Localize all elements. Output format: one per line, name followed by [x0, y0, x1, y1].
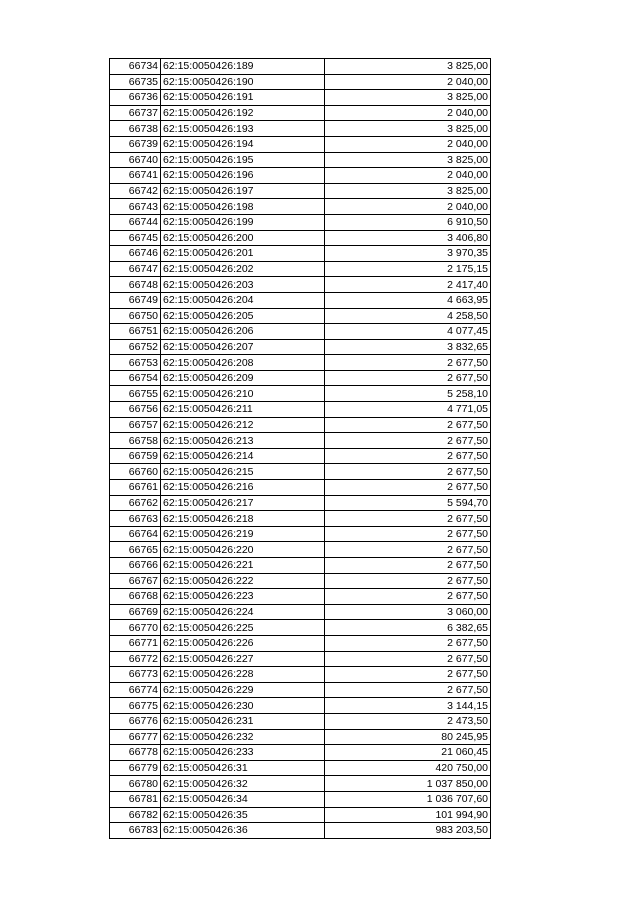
- row-number-cell: 66751: [110, 324, 161, 340]
- table-row: [110, 105, 491, 121]
- row-number-cell: 66746: [110, 246, 161, 262]
- table-row: [110, 651, 491, 667]
- cadastral-number-cell: 62:15:0050426:197: [161, 183, 325, 199]
- value-cell: 3 832,65: [325, 339, 491, 355]
- value-cell: 2 677,50: [325, 589, 491, 605]
- value-cell: 2 417,40: [325, 277, 491, 293]
- table-row: [110, 589, 491, 605]
- cadastral-number-cell: 62:15:0050426:213: [161, 433, 325, 449]
- row-number-cell: 66770: [110, 620, 161, 636]
- row-number-cell: 66778: [110, 745, 161, 761]
- value-cell: 4 077,45: [325, 324, 491, 340]
- value-cell: 3 825,00: [325, 59, 491, 75]
- table-row: [110, 573, 491, 589]
- table-row: [110, 558, 491, 574]
- cadastral-number-cell: 62:15:0050426:189: [161, 59, 325, 75]
- value-cell: 2 473,50: [325, 713, 491, 729]
- value-cell: 101 994,90: [325, 807, 491, 823]
- row-number-cell: 66782: [110, 807, 161, 823]
- table-row: [110, 370, 491, 386]
- row-number-cell: 66762: [110, 495, 161, 511]
- table-row: [110, 402, 491, 418]
- cadastral-number-cell: 62:15:0050426:203: [161, 277, 325, 293]
- row-number-cell: 66747: [110, 261, 161, 277]
- row-number-cell: 66758: [110, 433, 161, 449]
- value-cell: 2 677,50: [325, 542, 491, 558]
- cadastral-number-cell: 62:15:0050426:195: [161, 152, 325, 168]
- cadastral-number-cell: 62:15:0050426:190: [161, 74, 325, 90]
- table-row: [110, 495, 491, 511]
- value-cell: 3 825,00: [325, 121, 491, 137]
- value-cell: 1 037 850,00: [325, 776, 491, 792]
- value-cell: 2 677,50: [325, 682, 491, 698]
- row-number-cell: 66776: [110, 713, 161, 729]
- row-number-cell: 66736: [110, 90, 161, 106]
- cadastral-number-cell: 62:15:0050426:222: [161, 573, 325, 589]
- table-row: [110, 542, 491, 558]
- cadastral-number-cell: 62:15:0050426:219: [161, 526, 325, 542]
- row-number-cell: 66743: [110, 199, 161, 215]
- table-row: [110, 823, 491, 839]
- value-cell: 2 040,00: [325, 105, 491, 121]
- row-number-cell: 66777: [110, 729, 161, 745]
- row-number-cell: 66740: [110, 152, 161, 168]
- table-row: [110, 526, 491, 542]
- cadastral-number-cell: 62:15:0050426:199: [161, 214, 325, 230]
- table-row: [110, 682, 491, 698]
- table-row: [110, 183, 491, 199]
- row-number-cell: 66774: [110, 682, 161, 698]
- value-cell: 1 036 707,60: [325, 791, 491, 807]
- cadastral-number-cell: 62:15:0050426:224: [161, 604, 325, 620]
- row-number-cell: 66779: [110, 760, 161, 776]
- cadastral-number-cell: 62:15:0050426:230: [161, 698, 325, 714]
- row-number-cell: 66741: [110, 168, 161, 184]
- table-row: [110, 745, 491, 761]
- value-cell: 3 825,00: [325, 152, 491, 168]
- cadastral-number-cell: 62:15:0050426:231: [161, 713, 325, 729]
- row-number-cell: 66781: [110, 791, 161, 807]
- value-cell: 2 175,15: [325, 261, 491, 277]
- row-number-cell: 66771: [110, 635, 161, 651]
- value-cell: 2 677,50: [325, 558, 491, 574]
- row-number-cell: 66780: [110, 776, 161, 792]
- value-cell: 2 677,50: [325, 464, 491, 480]
- cadastral-number-cell: 62:15:0050426:192: [161, 105, 325, 121]
- cadastral-number-cell: 62:15:0050426:207: [161, 339, 325, 355]
- table-row: [110, 230, 491, 246]
- row-number-cell: 66749: [110, 292, 161, 308]
- value-cell: 2 677,50: [325, 511, 491, 527]
- value-cell: 6 382,65: [325, 620, 491, 636]
- row-number-cell: 66760: [110, 464, 161, 480]
- table-row: [110, 168, 491, 184]
- cadastral-number-cell: 62:15:0050426:218: [161, 511, 325, 527]
- table-row: [110, 433, 491, 449]
- value-cell: 2 677,50: [325, 526, 491, 542]
- value-cell: 2 677,50: [325, 355, 491, 371]
- cadastral-number-cell: 62:15:0050426:226: [161, 635, 325, 651]
- cadastral-number-cell: 62:15:0050426:215: [161, 464, 325, 480]
- value-cell: 2 677,50: [325, 370, 491, 386]
- row-number-cell: 66769: [110, 604, 161, 620]
- cadastral-number-cell: 62:15:0050426:193: [161, 121, 325, 137]
- cadastral-number-cell: 62:15:0050426:35: [161, 807, 325, 823]
- row-number-cell: 66756: [110, 402, 161, 418]
- value-cell: 5 594,70: [325, 495, 491, 511]
- table-row: [110, 713, 491, 729]
- row-number-cell: 66744: [110, 214, 161, 230]
- row-number-cell: 66739: [110, 136, 161, 152]
- table-row: [110, 480, 491, 496]
- cadastral-number-cell: 62:15:0050426:202: [161, 261, 325, 277]
- row-number-cell: 66745: [110, 230, 161, 246]
- cadastral-number-cell: 62:15:0050426:221: [161, 558, 325, 574]
- cadastral-number-cell: 62:15:0050426:196: [161, 168, 325, 184]
- row-number-cell: 66765: [110, 542, 161, 558]
- table-row: [110, 417, 491, 433]
- table-row: [110, 292, 491, 308]
- table-row: [110, 791, 491, 807]
- table-row: [110, 635, 491, 651]
- value-cell: 6 910,50: [325, 214, 491, 230]
- cadastral-number-cell: 62:15:0050426:217: [161, 495, 325, 511]
- table-row: [110, 448, 491, 464]
- cadastral-number-cell: 62:15:0050426:212: [161, 417, 325, 433]
- table-row: [110, 308, 491, 324]
- cadastral-number-cell: 62:15:0050426:208: [161, 355, 325, 371]
- table-row: [110, 386, 491, 402]
- row-number-cell: 66775: [110, 698, 161, 714]
- table-row: [110, 246, 491, 262]
- table-row: [110, 511, 491, 527]
- value-cell: 2 040,00: [325, 136, 491, 152]
- table-row: [110, 729, 491, 745]
- cadastral-number-cell: 62:15:0050426:216: [161, 480, 325, 496]
- value-cell: 2 677,50: [325, 448, 491, 464]
- cadastral-number-cell: 62:15:0050426:223: [161, 589, 325, 605]
- table-row: [110, 261, 491, 277]
- cadastral-number-cell: 62:15:0050426:34: [161, 791, 325, 807]
- table-row: [110, 464, 491, 480]
- value-cell: 3 825,00: [325, 183, 491, 199]
- row-number-cell: 66755: [110, 386, 161, 402]
- table-row: [110, 277, 491, 293]
- table-row: [110, 355, 491, 371]
- row-number-cell: 66763: [110, 511, 161, 527]
- data-table: [109, 58, 491, 839]
- row-number-cell: 66737: [110, 105, 161, 121]
- value-cell: 2 677,50: [325, 635, 491, 651]
- table-row: [110, 776, 491, 792]
- table-row: [110, 74, 491, 90]
- value-cell: 3 970,35: [325, 246, 491, 262]
- cadastral-number-cell: 62:15:0050426:200: [161, 230, 325, 246]
- row-number-cell: 66738: [110, 121, 161, 137]
- cadastral-number-cell: 62:15:0050426:191: [161, 90, 325, 106]
- row-number-cell: 66742: [110, 183, 161, 199]
- row-number-cell: 66750: [110, 308, 161, 324]
- cadastral-number-cell: 62:15:0050426:225: [161, 620, 325, 636]
- value-cell: 2 040,00: [325, 199, 491, 215]
- table-row: [110, 339, 491, 355]
- cadastral-number-cell: 62:15:0050426:228: [161, 667, 325, 683]
- cadastral-number-cell: 62:15:0050426:232: [161, 729, 325, 745]
- row-number-cell: 66759: [110, 448, 161, 464]
- row-number-cell: 66754: [110, 370, 161, 386]
- row-number-cell: 66753: [110, 355, 161, 371]
- value-cell: 3 060,00: [325, 604, 491, 620]
- row-number-cell: 66748: [110, 277, 161, 293]
- value-cell: 2 677,50: [325, 651, 491, 667]
- value-cell: 3 406,80: [325, 230, 491, 246]
- value-cell: 2 677,50: [325, 417, 491, 433]
- value-cell: 2 040,00: [325, 168, 491, 184]
- value-cell: 2 677,50: [325, 433, 491, 449]
- row-number-cell: 66764: [110, 526, 161, 542]
- value-cell: 2 677,50: [325, 667, 491, 683]
- cadastral-number-cell: 62:15:0050426:204: [161, 292, 325, 308]
- value-cell: 420 750,00: [325, 760, 491, 776]
- row-number-cell: 66761: [110, 480, 161, 496]
- cadastral-number-cell: 62:15:0050426:32: [161, 776, 325, 792]
- cadastral-number-cell: 62:15:0050426:206: [161, 324, 325, 340]
- value-cell: 80 245,95: [325, 729, 491, 745]
- table-row: [110, 214, 491, 230]
- row-number-cell: 66734: [110, 59, 161, 75]
- row-number-cell: 66767: [110, 573, 161, 589]
- value-cell: 3 825,00: [325, 90, 491, 106]
- table-row: [110, 807, 491, 823]
- table-row: [110, 667, 491, 683]
- row-number-cell: 66752: [110, 339, 161, 355]
- value-cell: 21 060,45: [325, 745, 491, 761]
- value-cell: 4 771,05: [325, 402, 491, 418]
- cadastral-number-cell: 62:15:0050426:233: [161, 745, 325, 761]
- row-number-cell: 66783: [110, 823, 161, 839]
- table-row: [110, 760, 491, 776]
- table-body: [110, 59, 491, 839]
- table-row: [110, 698, 491, 714]
- table-row: [110, 620, 491, 636]
- value-cell: 4 663,95: [325, 292, 491, 308]
- row-number-cell: 66766: [110, 558, 161, 574]
- cadastral-number-cell: 62:15:0050426:198: [161, 199, 325, 215]
- cadastral-number-cell: 62:15:0050426:211: [161, 402, 325, 418]
- cadastral-number-cell: 62:15:0050426:201: [161, 246, 325, 262]
- value-cell: 2 677,50: [325, 573, 491, 589]
- table-row: [110, 152, 491, 168]
- table-row: [110, 59, 491, 75]
- value-cell: 5 258,10: [325, 386, 491, 402]
- value-cell: 983 203,50: [325, 823, 491, 839]
- cadastral-number-cell: 62:15:0050426:229: [161, 682, 325, 698]
- value-cell: 2 040,00: [325, 74, 491, 90]
- value-cell: 4 258,50: [325, 308, 491, 324]
- table-row: [110, 121, 491, 137]
- row-number-cell: 66768: [110, 589, 161, 605]
- cadastral-number-cell: 62:15:0050426:36: [161, 823, 325, 839]
- row-number-cell: 66735: [110, 74, 161, 90]
- cadastral-number-cell: 62:15:0050426:210: [161, 386, 325, 402]
- row-number-cell: 66773: [110, 667, 161, 683]
- cadastral-number-cell: 62:15:0050426:205: [161, 308, 325, 324]
- table-row: [110, 199, 491, 215]
- value-cell: 2 677,50: [325, 480, 491, 496]
- cadastral-number-cell: 62:15:0050426:194: [161, 136, 325, 152]
- value-cell: 3 144,15: [325, 698, 491, 714]
- table-row: [110, 604, 491, 620]
- table-row: [110, 90, 491, 106]
- table-row: [110, 136, 491, 152]
- cadastral-number-cell: 62:15:0050426:31: [161, 760, 325, 776]
- cadastral-number-cell: 62:15:0050426:214: [161, 448, 325, 464]
- cadastral-number-cell: 62:15:0050426:209: [161, 370, 325, 386]
- cadastral-number-cell: 62:15:0050426:227: [161, 651, 325, 667]
- table-row: [110, 324, 491, 340]
- row-number-cell: 66772: [110, 651, 161, 667]
- cadastral-number-cell: 62:15:0050426:220: [161, 542, 325, 558]
- row-number-cell: 66757: [110, 417, 161, 433]
